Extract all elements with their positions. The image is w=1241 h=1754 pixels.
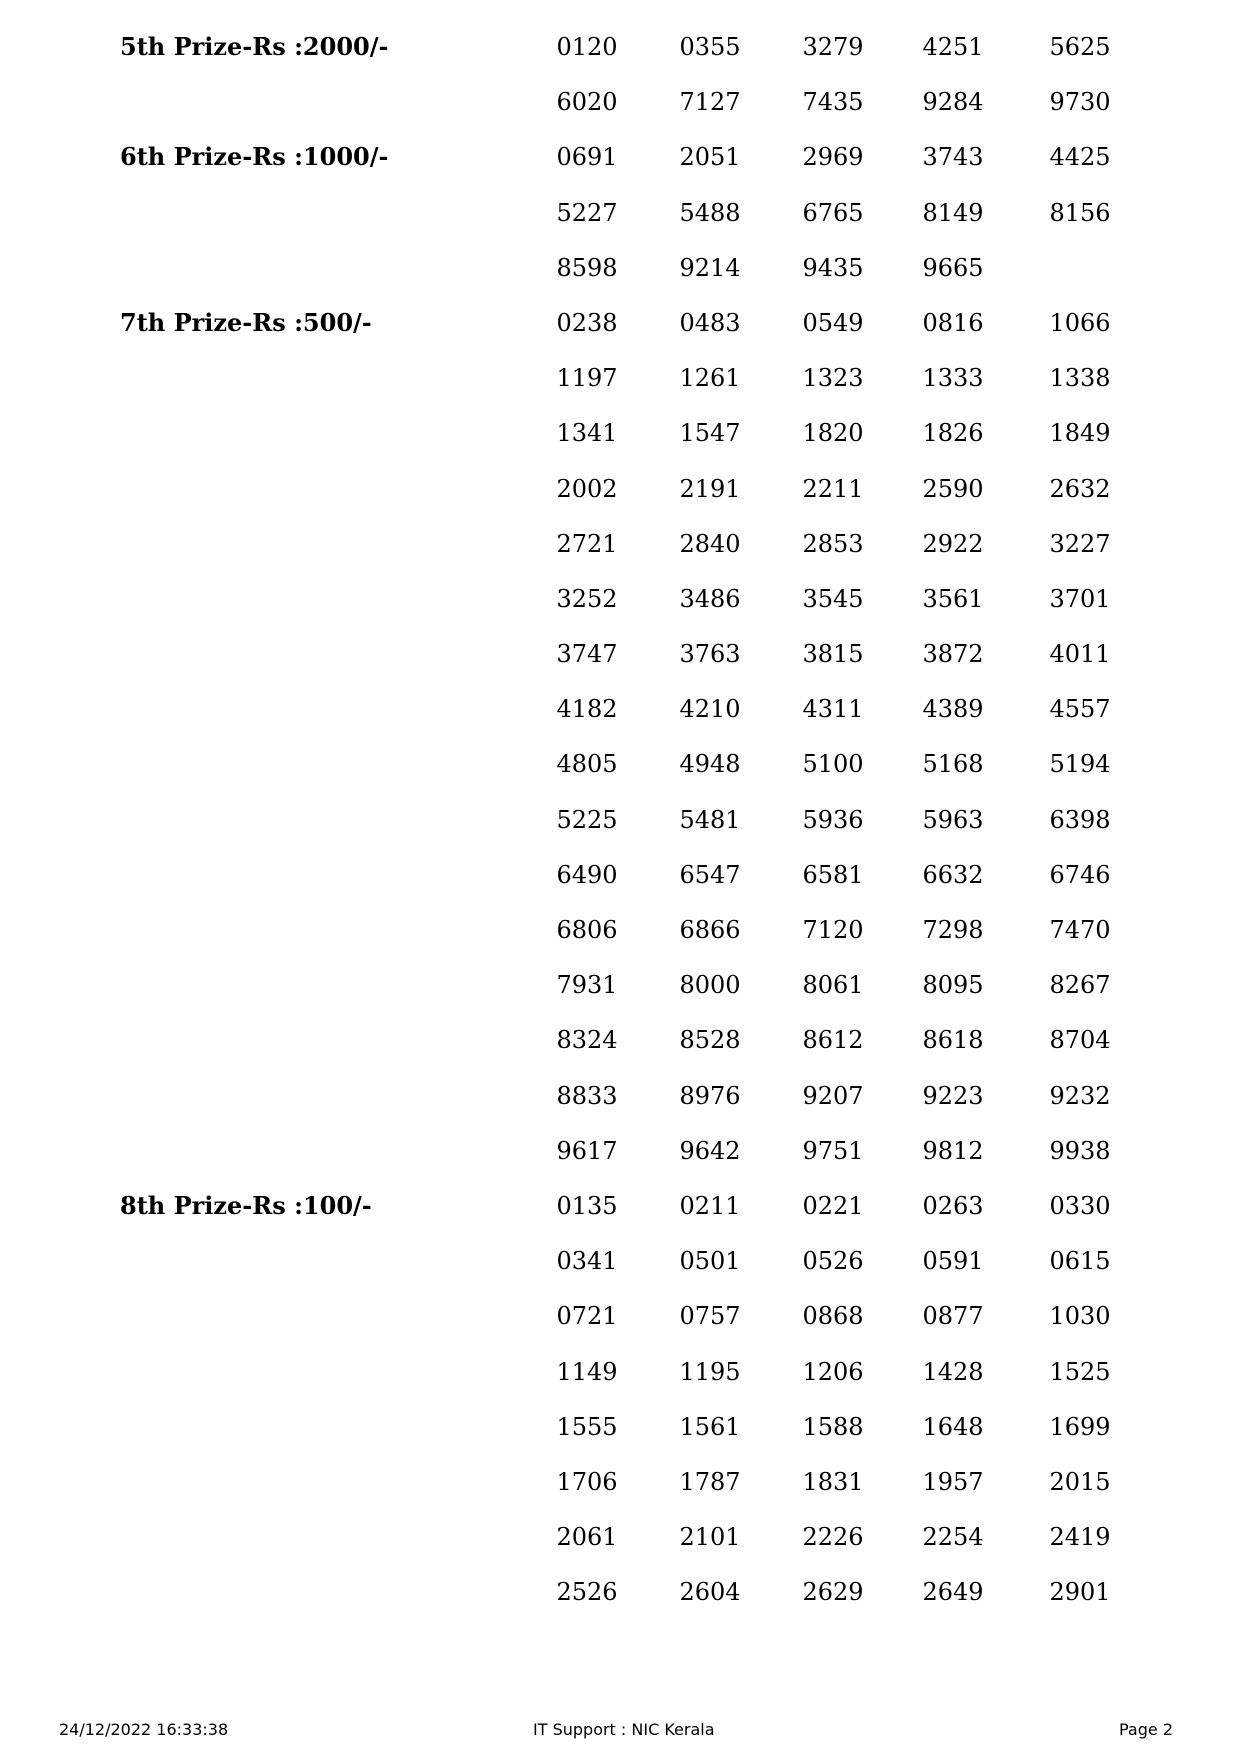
prize-row (0, 1578, 1241, 1633)
prize-row (0, 1302, 1241, 1357)
winning-number: 1699 (1049, 1412, 1111, 1441)
prize-row (0, 475, 1241, 530)
winning-number: 5225 (556, 805, 618, 834)
winning-number: 6020 (556, 88, 618, 117)
winning-number: 2419 (1049, 1523, 1111, 1552)
winning-number: 3701 (1049, 584, 1111, 613)
winning-number: 1323 (802, 364, 864, 393)
winning-number: 2632 (1049, 474, 1111, 503)
winning-number: 5194 (1049, 750, 1111, 779)
winning-number: 0221 (802, 1191, 864, 1220)
prize-row (0, 530, 1241, 585)
winning-number: 2226 (802, 1523, 864, 1552)
winning-number: 6547 (679, 860, 741, 889)
winning-number: 2604 (679, 1578, 741, 1607)
winning-number: 2649 (922, 1578, 984, 1607)
winning-number: 1030 (1049, 1302, 1111, 1331)
winning-number: 4425 (1049, 143, 1111, 172)
winning-number: 8149 (922, 198, 984, 227)
page-footer (0, 1720, 1241, 1742)
winning-number: 8061 (802, 971, 864, 1000)
prize-row (0, 971, 1241, 1026)
prize-row (0, 1192, 1241, 1247)
winning-number: 2590 (922, 474, 984, 503)
winning-number: 9223 (922, 1081, 984, 1110)
winning-number: 8598 (556, 253, 618, 282)
prize-row (0, 861, 1241, 916)
winning-number: 1831 (802, 1467, 864, 1496)
winning-number: 5168 (922, 750, 984, 779)
winning-number: 7127 (679, 88, 741, 117)
winning-number: 1333 (922, 364, 984, 393)
winning-number: 7120 (802, 916, 864, 944)
winning-number: 1197 (556, 364, 618, 393)
winning-number: 2191 (679, 474, 741, 503)
winning-number: 5625 (1049, 33, 1111, 61)
winning-number: 1555 (556, 1412, 618, 1441)
winning-number: 8095 (922, 971, 984, 1000)
winning-number: 1826 (922, 419, 984, 448)
winning-number: 9665 (922, 253, 984, 282)
prize-label: 8th Prize-Rs :100/- (120, 1190, 372, 1220)
winning-number: 1787 (679, 1467, 741, 1496)
winning-number: 9617 (556, 1136, 618, 1165)
winning-number: 4210 (679, 695, 741, 724)
prize-row (0, 1137, 1241, 1192)
winning-number: 2002 (556, 474, 618, 503)
winning-number: 2015 (1049, 1467, 1111, 1496)
winning-number: 0591 (922, 1247, 984, 1276)
prize-row (0, 143, 1241, 198)
footer-support: IT Support : NIC Kerala (533, 1720, 715, 1739)
winning-number: 3743 (922, 143, 984, 172)
winning-number: 8976 (679, 1081, 741, 1110)
prize-row (0, 806, 1241, 861)
winning-number: 1706 (556, 1467, 618, 1496)
winning-number: 6581 (802, 860, 864, 889)
winning-number: 1547 (679, 419, 741, 448)
footer-timestamp: 24/12/2022 16:33:38 (59, 1720, 229, 1739)
prize-row (0, 640, 1241, 695)
prize-row (0, 1026, 1241, 1081)
winning-number: 4251 (922, 33, 984, 61)
winning-number: 8267 (1049, 971, 1111, 1000)
prize-row (0, 199, 1241, 254)
winning-number: 0355 (679, 33, 741, 61)
winning-number: 9284 (922, 88, 984, 117)
winning-number: 0211 (679, 1191, 741, 1220)
prize-row (0, 750, 1241, 805)
prize-row (0, 1468, 1241, 1523)
winning-number: 2051 (679, 143, 741, 172)
winning-number: 2211 (802, 474, 864, 503)
winning-number: 6746 (1049, 860, 1111, 889)
winning-number: 1648 (922, 1412, 984, 1441)
prize-label: 5th Prize-Rs :2000/- (120, 32, 389, 61)
prize-row (0, 309, 1241, 364)
prize-results-table (0, 33, 1241, 1633)
prize-label: 6th Prize-Rs :1000/- (120, 142, 389, 172)
winning-number: 4557 (1049, 695, 1111, 724)
winning-number: 5488 (679, 198, 741, 227)
winning-number: 4948 (679, 750, 741, 779)
winning-number: 1428 (922, 1357, 984, 1386)
winning-number: 4805 (556, 750, 618, 779)
winning-number: 8324 (556, 1026, 618, 1055)
winning-number: 0757 (679, 1302, 741, 1331)
winning-number: 1820 (802, 419, 864, 448)
winning-number: 0721 (556, 1302, 618, 1331)
winning-number: 9730 (1049, 88, 1111, 117)
winning-number: 7298 (922, 916, 984, 944)
winning-number: 0120 (556, 33, 618, 61)
prize-row (0, 1358, 1241, 1413)
winning-number: 7470 (1049, 916, 1111, 944)
winning-number: 0135 (556, 1191, 618, 1220)
winning-number: 1341 (556, 419, 618, 448)
winning-number: 2254 (922, 1523, 984, 1552)
winning-number: 3252 (556, 584, 618, 613)
winning-number: 2721 (556, 529, 618, 558)
winning-number: 7435 (802, 88, 864, 117)
winning-number: 5227 (556, 198, 618, 227)
prize-row (0, 1247, 1241, 1302)
winning-number: 9938 (1049, 1136, 1111, 1165)
winning-number: 3561 (922, 584, 984, 613)
prize-row (0, 419, 1241, 474)
prize-label: 7th Prize-Rs :500/- (120, 307, 372, 337)
winning-number: 0816 (922, 308, 984, 337)
winning-number: 4311 (802, 695, 864, 724)
winning-number: 3486 (679, 584, 741, 613)
winning-number: 6490 (556, 860, 618, 889)
winning-number: 0868 (802, 1302, 864, 1331)
winning-number: 0483 (679, 308, 741, 337)
winning-number: 4182 (556, 695, 618, 724)
winning-number: 4389 (922, 695, 984, 724)
winning-number: 0238 (556, 308, 618, 337)
winning-number: 1149 (556, 1357, 618, 1386)
winning-number: 9214 (679, 253, 741, 282)
prize-row (0, 1413, 1241, 1468)
winning-number: 1195 (679, 1357, 741, 1386)
winning-number: 8704 (1049, 1026, 1111, 1055)
winning-number: 9812 (922, 1136, 984, 1165)
winning-number: 4011 (1049, 640, 1111, 669)
winning-number: 6632 (922, 860, 984, 889)
winning-number: 3279 (802, 33, 864, 61)
winning-number: 1206 (802, 1357, 864, 1386)
winning-number: 1338 (1049, 364, 1111, 393)
winning-number: 3747 (556, 640, 618, 669)
winning-number: 3815 (802, 640, 864, 669)
winning-number: 9751 (802, 1136, 864, 1165)
winning-number: 3227 (1049, 529, 1111, 558)
winning-number: 0877 (922, 1302, 984, 1331)
winning-number: 3763 (679, 640, 741, 669)
prize-row (0, 916, 1241, 971)
prize-row (0, 1523, 1241, 1578)
winning-number: 2526 (556, 1578, 618, 1607)
prize-row (0, 695, 1241, 750)
winning-number: 9207 (802, 1081, 864, 1110)
winning-number: 0526 (802, 1247, 864, 1276)
winning-number: 8000 (679, 971, 741, 1000)
winning-number: 2101 (679, 1523, 741, 1552)
winning-number: 3545 (802, 584, 864, 613)
winning-number: 2853 (802, 529, 864, 558)
winning-number: 0691 (556, 143, 618, 172)
winning-number: 2840 (679, 529, 741, 558)
winning-number: 2922 (922, 529, 984, 558)
winning-number: 5481 (679, 805, 741, 834)
winning-number: 5936 (802, 805, 864, 834)
winning-number: 8618 (922, 1026, 984, 1055)
prize-row (0, 33, 1241, 88)
winning-number: 5100 (802, 750, 864, 779)
winning-number: 1261 (679, 364, 741, 393)
winning-number: 6765 (802, 198, 864, 227)
winning-number: 0501 (679, 1247, 741, 1276)
winning-number: 6806 (556, 916, 618, 944)
winning-number: 0549 (802, 308, 864, 337)
winning-number: 0341 (556, 1247, 618, 1276)
prize-row (0, 254, 1241, 309)
winning-number: 2969 (802, 143, 864, 172)
winning-number: 5963 (922, 805, 984, 834)
winning-number: 3872 (922, 640, 984, 669)
winning-number: 8156 (1049, 198, 1111, 227)
winning-number: 0263 (922, 1191, 984, 1220)
prize-row (0, 585, 1241, 640)
winning-number: 9232 (1049, 1081, 1111, 1110)
winning-number: 1849 (1049, 419, 1111, 448)
winning-number: 6398 (1049, 805, 1111, 834)
winning-number: 8612 (802, 1026, 864, 1055)
winning-number: 9435 (802, 253, 864, 282)
prize-row (0, 1082, 1241, 1137)
winning-number: 2629 (802, 1578, 864, 1607)
winning-number: 8528 (679, 1026, 741, 1055)
winning-number: 1066 (1049, 308, 1111, 337)
winning-number: 1525 (1049, 1357, 1111, 1386)
winning-number: 0330 (1049, 1191, 1111, 1220)
footer-page-number: Page 2 (1119, 1720, 1173, 1739)
prize-row (0, 88, 1241, 143)
winning-number: 6866 (679, 916, 741, 944)
winning-number: 9642 (679, 1136, 741, 1165)
winning-number: 0615 (1049, 1247, 1111, 1276)
winning-number: 1957 (922, 1467, 984, 1496)
winning-number: 8833 (556, 1081, 618, 1110)
winning-number: 2901 (1049, 1578, 1111, 1607)
winning-number: 1588 (802, 1412, 864, 1441)
winning-number: 2061 (556, 1523, 618, 1552)
winning-number: 1561 (679, 1412, 741, 1441)
winning-number: 7931 (556, 971, 618, 1000)
prize-row (0, 364, 1241, 419)
